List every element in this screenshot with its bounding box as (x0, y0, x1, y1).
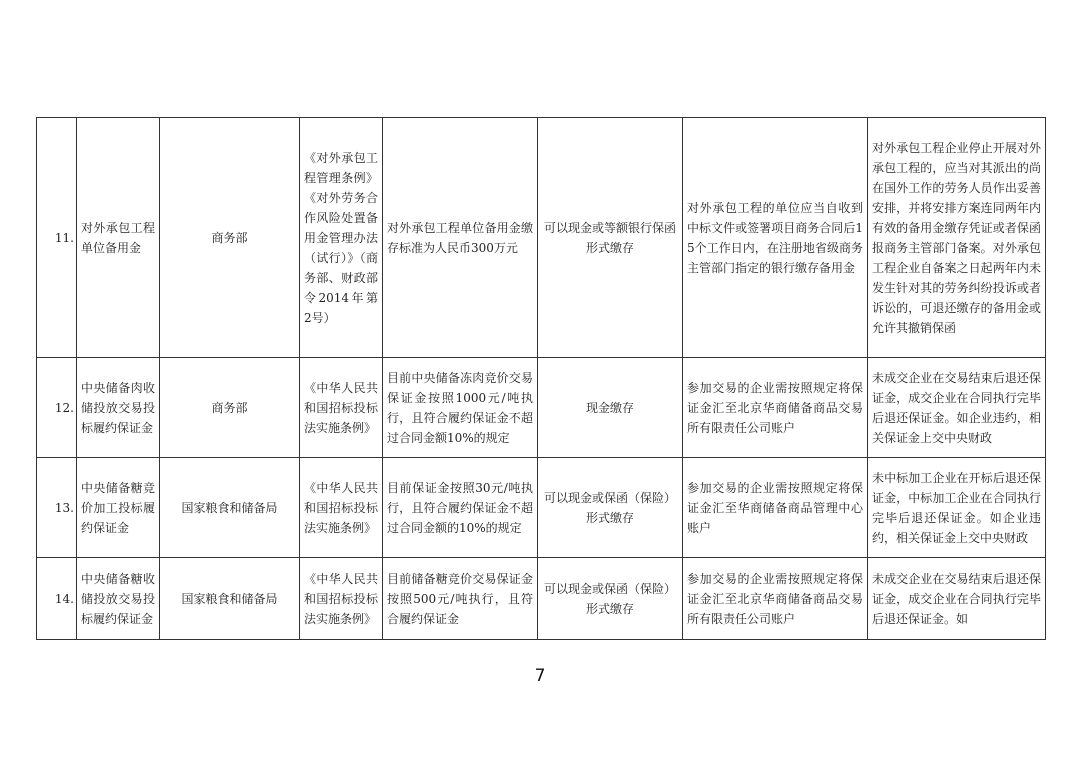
deposit-name: 中央储备糖收储投放交易投标履约保证金 (77, 558, 160, 640)
department: 国家粮食和储备局 (160, 558, 300, 640)
deposit-table (36, 117, 1046, 640)
table-row (37, 558, 1046, 640)
department: 商务部 (160, 358, 300, 458)
deposit-account: 对外承包工程的单位应当自收到中标文件或签署项目商务合同后15个工作日内，在注册地省级商务主管部门指定的银行缴存备用金 (683, 118, 868, 358)
legal-basis: 《中华人民共和国招标投标法实施条例》 (300, 558, 383, 640)
table-row (37, 118, 1046, 358)
row-number: 13. (37, 458, 77, 558)
department: 商务部 (160, 118, 300, 358)
deposit-standard: 目前中央储备冻肉竞价交易保证金按照1000元/吨执行，且符合履约保证金不超过合同金额10%的规定 (383, 358, 538, 458)
deposit-account: 参加交易的企业需按照规定将保证金汇至北京华商储备商品交易所有限责任公司账户 (683, 358, 868, 458)
deposit-account: 参加交易的企业需按照规定将保证金汇至北京华商储备商品交易所有限责任公司账户 (683, 558, 868, 640)
table-row (37, 458, 1046, 558)
deposit-account: 参加交易的企业需按照规定将保证金汇至华商储备商品管理中心账户 (683, 458, 868, 558)
deposit-standard: 目前保证金按照30元/吨执行，且符合履约保证金不超过合同金额的10%的规定 (383, 458, 538, 558)
legal-basis: 《中华人民共和国招标投标法实施条例》 (300, 358, 383, 458)
refund-rule: 未中标加工企业在开标后退还保证金，中标加工企业在合同执行完毕后退还保证金。如企业违约，相关保证金上交中央财政 (868, 458, 1046, 558)
department: 国家粮食和储备局 (160, 458, 300, 558)
refund-rule: 未成交企业在交易结束后退还保证金，成交企业在合同执行完毕后退还保证金。如企业违约，相关保证金上交中央财政 (868, 358, 1046, 458)
payment-method: 可以现金或保函（保险）形式缴存 (538, 458, 683, 558)
refund-rule: 未成交企业在交易结束后退还保证金，成交企业在合同执行完毕后退还保证金。如 (868, 558, 1046, 640)
page-number: 7 (534, 666, 546, 686)
payment-method: 可以现金或保函（保险）形式缴存 (538, 558, 683, 640)
deposit-standard: 目前储备糖竞价交易保证金按照500元/吨执行，且符合履约保证金 (383, 558, 538, 640)
payment-method: 现金缴存 (538, 358, 683, 458)
refund-rule: 对外承包工程企业停止开展对外承包工程的，应当对其派出的尚在国外工作的劳务人员作出妥善安排，并将安排方案连同两年内有效的备用金缴存凭证或者保函报商务主管部门备案。对外承包工程企业自备案之日起两年内未发生针对其的劳务纠纷投诉或者诉讼的，可退还缴存的备用金或允许其撤销保函 (868, 118, 1046, 358)
payment-method: 可以现金或等额银行保函形式缴存 (538, 118, 683, 358)
legal-basis: 《对外承包工程管理条例》《对外劳务合作风险处置备用金管理办法（试行）》（商务部、财政部令2014年第2号） (300, 118, 383, 358)
deposit-name: 对外承包工程单位备用金 (77, 118, 160, 358)
deposit-name: 中央储备肉收储投放交易投标履约保证金 (77, 358, 160, 458)
table-row (37, 358, 1046, 458)
deposit-name: 中央储备糖竞价加工投标履约保证金 (77, 458, 160, 558)
legal-basis: 《中华人民共和国招标投标法实施条例》 (300, 458, 383, 558)
deposit-standard: 对外承包工程单位备用金缴存标准为人民币300万元 (383, 118, 538, 358)
row-number: 14. (37, 558, 77, 640)
row-number: 12. (37, 358, 77, 458)
row-number: 11. (37, 118, 77, 358)
